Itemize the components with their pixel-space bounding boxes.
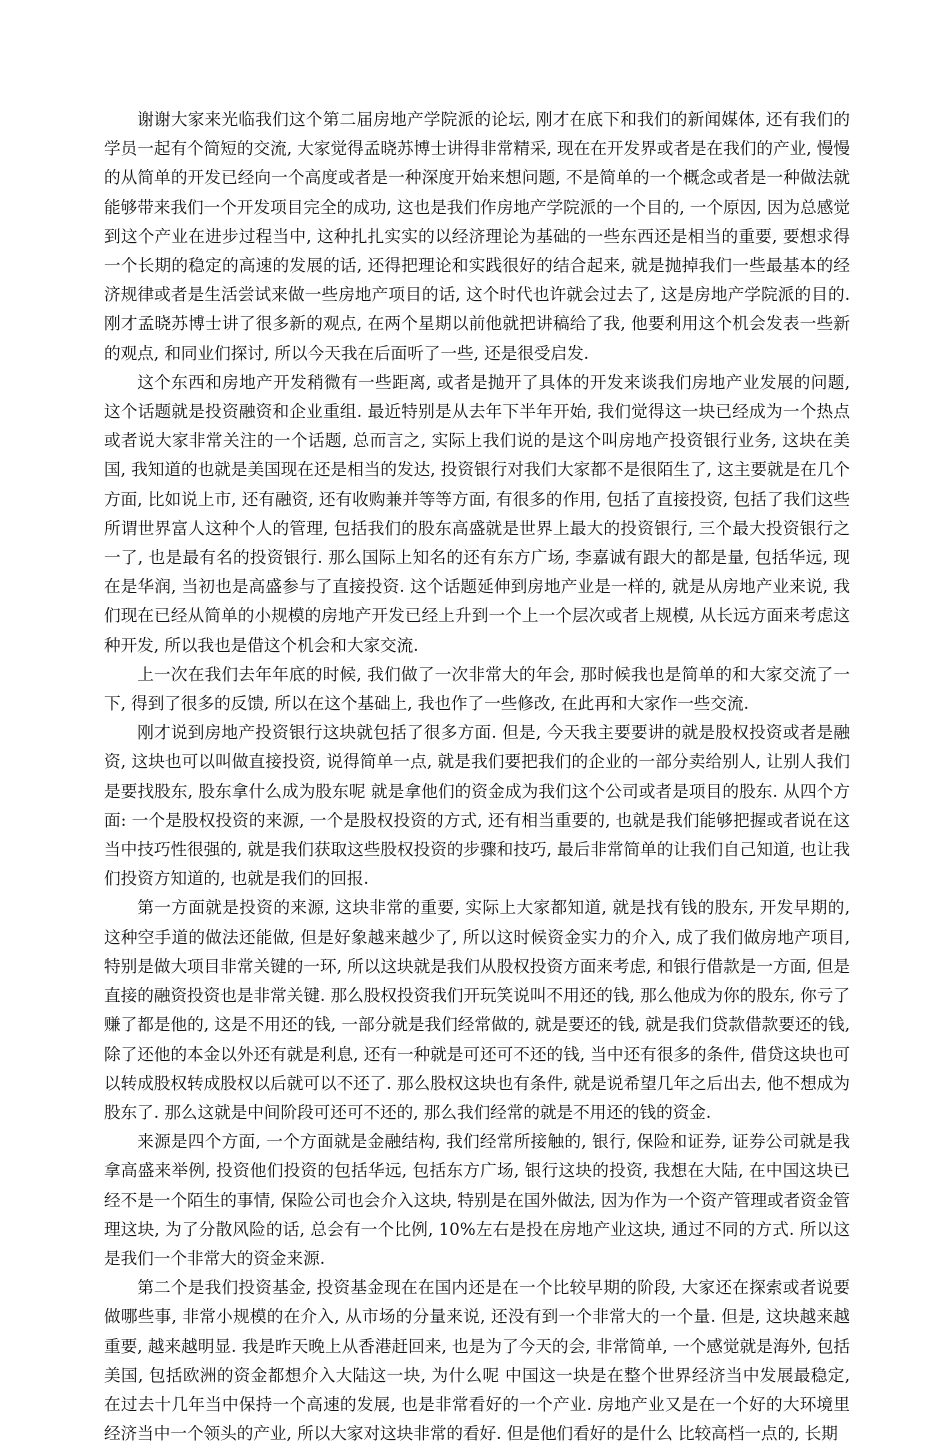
paragraph-1: 谢谢大家来光临我们这个第二届房地产学院派的论坛, 刚才在底下和我们的新闻媒体, 还有我们的学员一起有个简短的交流, 大家觉得孟晓苏博士讲得非常精采, 现在在开发界或者是在我们的产业, 慢慢的从简单的开发已经向一个高度或者是一种深度开始来想问题, 不是简单的一个概念或者是一种做法就能够带来我们一个开发项目完全的成功, 这也是我们作房地产学院派的一个目的, 一个原因, 因为总感觉到这个产业在进步过程当中, 这种扎扎实实的以经济理论为基础的一些东西还是相当的重要, 要想求得一个长期的稳定的高速的发展的话, 还得把理论和实践很好的结合起来, 就是抛掉我们一些最基本的经济规律或者是生活尝试来做一些房地产项目的话, 这个时代也许就会过去了, 这是房地产学院派的目的. 刚才孟晓苏博士讲了很多新的观点, 在两个星期以前他就把讲稿给了我, 他要利用这个机会发表一些新的观点, 和同业们探讨, 所以今天我在后面听了一些, 还是很受启发.: [104, 110, 850, 363]
paragraph-2: 这个东西和房地产开发稍微有一些距离, 或者是抛开了具体的开发来谈我们房地产业发展的问题, 这个话题就是投资融资和企业重组. 最近特别是从去年下半年开始, 我们觉得这一块已经成为一个热点或者说大家非常关注的一个话题, 总而言之, 实际上我们说的是这个叫房地产投资银行业务, 这块在美国, 我知道的也就是美国现在还是相当的发达, 投资银行对我们大家都不是很陌生了, 这主要就是在几个方面, 比如说上市, 还有融资, 还有收购兼并等等方面, 有很多的作用, 包括了直接投资, 包括了我们这些所谓世界富人这种个人的管理, 包括我们的股东高盛就是世界上最大的投资银行, 三个最大投资银行之一了, 也是最有名的投资银行. 那么国际上知名的还有东方广场, 李嘉诚有跟大的都是量, 包括华远, 现在是华润, 当初也是高盛参与了直接投资. 这个话题延伸到房地产业是一样的, 就是从房地产业来说, 我们现在已经从简单的小规模的房地产开发已经上升到一个上一个层次或者上规模, 从长远方面来考虑这种开发, 所以我也是借这个机会和大家交流.: [104, 372, 850, 655]
paragraph-6: 来源是四个方面, 一个方面就是金融结构, 我们经常所接触的, 银行, 保险和证券, 证券公司就是我拿高盛来举例, 投资他们投资的包括华远, 包括东方广场, 银行这块的投资, 我想在大陆, 在中国这块已经不是一个陌生的事情, 保险公司也会介入这块, 特别是在国外做法, 因为作为一个资产管理或者资金管理这块, 为了分散风险的话, 总会有一个比例, 10%左右是投在房地产业这块, 通过不同的方式. 所以这是我们一个非常大的资金来源.: [104, 1132, 850, 1268]
paragraph-4: 刚才说到房地产投资银行这块就包括了很多方面. 但是, 今天我主要要讲的就是股权投资或者是融资, 这块也可以叫做直接投资, 说得简单一点, 就是我们要把我们的企业的一部分卖给别人, 让别人我们是要找股东, 股东拿什么成为股东呢 就是拿他们的资金成为我们这个公司或者是项目的股东. 从四个方面: 一个是股权投资的来源, 一个是股权投资的方式, 还有相当重要的, 也就是我们能够把握或者说在这当中技巧性很强的, 就是我们获取这些股权投资的步骤和技巧, 最后非常简单的让我们自己知道, 也让我们投资方知道的, 也就是我们的回报.: [104, 723, 850, 889]
paragraph-5: 第一方面就是投资的来源, 这块非常的重要, 实际上大家都知道, 就是找有钱的股东, 开发早期的, 这种空手道的做法还能做, 但是好象越来越少了, 所以这时候资金实力的介入, 成了我们做房地产项目, 特别是做大项目非常关键的一环, 所以这块就是我们从股权投资方面来考虑, 和银行借款是一方面, 但是直接的融资投资也是非常关键. 那么股权投资我们开玩笑说叫不用还的钱, 那么他成为你的股东, 你亏了赚了都是他的, 这是不用还的钱, 一部分就是我们经常做的, 就是要还的钱, 就是我们贷款借款要还的钱, 除了还他的本金以外还有就是利息, 还有一种就是可还可不还的钱, 当中还有很多的条件, 借贷这块也可以转成股权转成股权以后就可以不还了. 那么股权这块也有条件, 就是说希望几年之后出去, 他不想成为股东了. 那么这就是中间阶段可还可不还的, 那么我们经常的就是不用还的钱的资金.: [104, 898, 850, 1122]
paragraph-7: 第二个是我们投资基金, 投资基金现在在国内还是在一个比较早期的阶段, 大家还在探索或者说要做哪些事, 非常小规模的在介入, 从市场的分量来说, 还没有到一个非常大的一个量. 但是, 这块越来越重要, 越来越明显. 我是昨天晚上从香港赶回来, 也是为了今天的会, 非常简单, 一个感觉就是海外, 包括美国, 包括欧洲的资金都想介入大陆这一块, 为什么呢 中国这一块是在整个世界经济当中发展最稳定, 在过去十几年当中保持一个高速的发展, 也是非常看好的一个产业. 房地产业又是在一个好的大环境里经济当中一个领头的产业, 所以大家对这块非常的看好. 但是他们看好的是什么 比较高档一点的, 长期: [104, 1278, 850, 1444]
document-body: [104, 105, 850, 1448]
paragraph-3: 上一次在我们去年年底的时候, 我们做了一次非常大的年会, 那时候我也是简单的和大家交流了一下, 得到了很多的反馈, 所以在这个基础上, 我也作了一些修改, 在此再和大家作一些交流.: [104, 664, 850, 714]
